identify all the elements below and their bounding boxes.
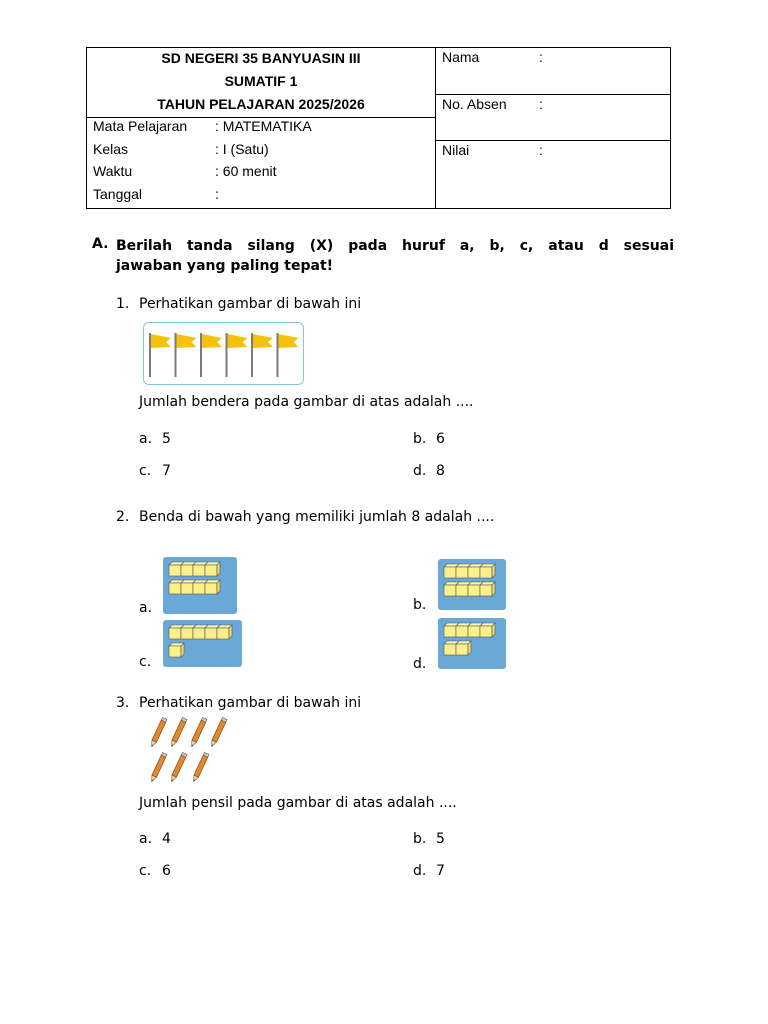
- field-label: Nama: [442, 49, 480, 65]
- unit-block: [456, 644, 468, 655]
- unit-block: [480, 567, 492, 578]
- flag-icon: [253, 334, 273, 348]
- option-letter[interactable]: d.: [413, 863, 427, 879]
- meta-row-time: [93, 163, 433, 186]
- option-value[interactable]: 6: [436, 431, 445, 447]
- flag-icon: [279, 334, 299, 348]
- option-letter[interactable]: a.: [139, 431, 153, 447]
- unit-block: [480, 626, 492, 637]
- meta-value: : I (Satu): [215, 140, 269, 157]
- header-left-column: [87, 48, 436, 208]
- meta-value: : MATEMATIKA: [215, 118, 312, 134]
- unit-block: [169, 646, 181, 657]
- academic-year: TAHUN PELAJARAN 2025/2026: [157, 96, 365, 112]
- pencil-icon: [209, 717, 227, 747]
- option-value[interactable]: 7: [162, 463, 171, 479]
- instruction-line-2: jawaban yang paling tepat!: [116, 258, 334, 274]
- pencils-icon: [146, 716, 232, 786]
- flag-icon: [151, 334, 171, 348]
- blocks-svg: [438, 559, 506, 610]
- meta-label: Mata Pelajaran: [93, 118, 188, 134]
- option-letter[interactable]: b.: [413, 831, 427, 847]
- instruction-line-1: Berilah tanda silang (X) pada huruf a, b, c, atau d sesuai: [116, 238, 674, 254]
- option-letter[interactable]: b.: [413, 597, 427, 613]
- option-letter[interactable]: c.: [139, 654, 152, 670]
- unit-block: [205, 583, 217, 594]
- unit-block: [468, 585, 480, 596]
- option-letter[interactable]: d.: [413, 463, 427, 479]
- unit-blocks-icon[interactable]: [163, 557, 237, 614]
- question-number: 1.: [116, 296, 130, 312]
- header-right-column: [436, 48, 670, 208]
- unit-block: [480, 585, 492, 596]
- section-marker: A.: [92, 236, 109, 252]
- blocks-svg: [163, 557, 237, 614]
- question-text: Jumlah bendera pada gambar di atas adalah ....: [139, 394, 474, 410]
- blocks-svg: [163, 620, 242, 667]
- name-field[interactable]: [436, 48, 670, 95]
- option-value[interactable]: 5: [162, 431, 171, 447]
- unit-block: [169, 628, 181, 639]
- meta-label: Waktu: [93, 163, 133, 180]
- pencil-icon: [191, 752, 209, 782]
- question-prompt: Perhatikan gambar di bawah ini: [139, 695, 362, 711]
- pencil-icon: [149, 752, 167, 782]
- score-field[interactable]: [436, 141, 670, 208]
- flag-icon: [228, 334, 248, 348]
- option-letter[interactable]: c.: [139, 863, 152, 879]
- flags-svg: [144, 323, 302, 383]
- unit-block: [181, 565, 193, 576]
- option-value[interactable]: 4: [162, 831, 171, 847]
- unit-block: [468, 567, 480, 578]
- flag-icon: [202, 334, 222, 348]
- flag-icon: [177, 334, 197, 348]
- unit-block: [456, 626, 468, 637]
- field-colon: :: [539, 142, 543, 158]
- blocks-svg: [438, 618, 506, 669]
- unit-block: [169, 565, 181, 576]
- field-label: Nilai: [442, 142, 470, 158]
- pencil-icon: [149, 717, 167, 747]
- pencil-icon: [169, 752, 187, 782]
- header-meta: [93, 118, 433, 209]
- meta-row-date: [93, 186, 433, 209]
- header-table: [86, 47, 671, 209]
- option-letter[interactable]: b.: [413, 431, 427, 447]
- field-colon: :: [539, 49, 543, 65]
- unit-block: [193, 565, 205, 576]
- unit-block: [181, 583, 193, 594]
- unit-block: [444, 567, 456, 578]
- header-title-block: [87, 48, 435, 118]
- unit-blocks-icon[interactable]: [438, 618, 506, 669]
- unit-block: [205, 565, 217, 576]
- unit-block: [169, 583, 181, 594]
- pencil-icon: [169, 717, 187, 747]
- flags-icon: [143, 322, 304, 385]
- unit-block: [444, 585, 456, 596]
- unit-block: [193, 583, 205, 594]
- exam-name: SUMATIF 1: [224, 73, 298, 89]
- unit-block: [217, 628, 229, 639]
- question-prompt: Benda di bawah yang memiliki jumlah 8 adalah ....: [139, 509, 495, 525]
- option-letter[interactable]: c.: [139, 463, 152, 479]
- option-letter[interactable]: a.: [139, 600, 153, 616]
- absen-field[interactable]: [436, 95, 670, 141]
- unit-block: [205, 628, 217, 639]
- unit-block: [456, 585, 468, 596]
- meta-label: Kelas: [93, 140, 129, 157]
- unit-block: [444, 644, 456, 655]
- option-value[interactable]: 6: [162, 863, 171, 879]
- unit-blocks-icon[interactable]: [438, 559, 506, 610]
- option-value[interactable]: 5: [436, 831, 445, 847]
- unit-block: [181, 628, 193, 639]
- option-value[interactable]: 7: [436, 863, 445, 879]
- unit-blocks-icon[interactable]: [163, 620, 242, 667]
- meta-row-subject: [93, 118, 433, 141]
- unit-block: [193, 628, 205, 639]
- option-letter[interactable]: d.: [413, 656, 427, 672]
- option-value[interactable]: 8: [436, 463, 445, 479]
- question-prompt: Perhatikan gambar di bawah ini: [139, 296, 362, 312]
- option-letter[interactable]: a.: [139, 831, 153, 847]
- unit-block: [456, 567, 468, 578]
- question-number: 2.: [116, 509, 130, 525]
- field-colon: :: [539, 96, 543, 112]
- meta-label: Tanggal: [93, 186, 143, 203]
- meta-row-class: [93, 141, 433, 164]
- unit-block: [444, 626, 456, 637]
- pencil-icon: [189, 717, 207, 747]
- meta-value: :: [215, 186, 219, 203]
- unit-block: [468, 626, 480, 637]
- school-name: SD NEGERI 35 BANYUASIN III: [161, 50, 361, 66]
- field-label: No. Absen: [442, 96, 507, 112]
- question-text: Jumlah pensil pada gambar di atas adalah ....: [139, 795, 457, 811]
- question-number: 3.: [116, 695, 130, 711]
- meta-value: : 60 menit: [215, 163, 277, 180]
